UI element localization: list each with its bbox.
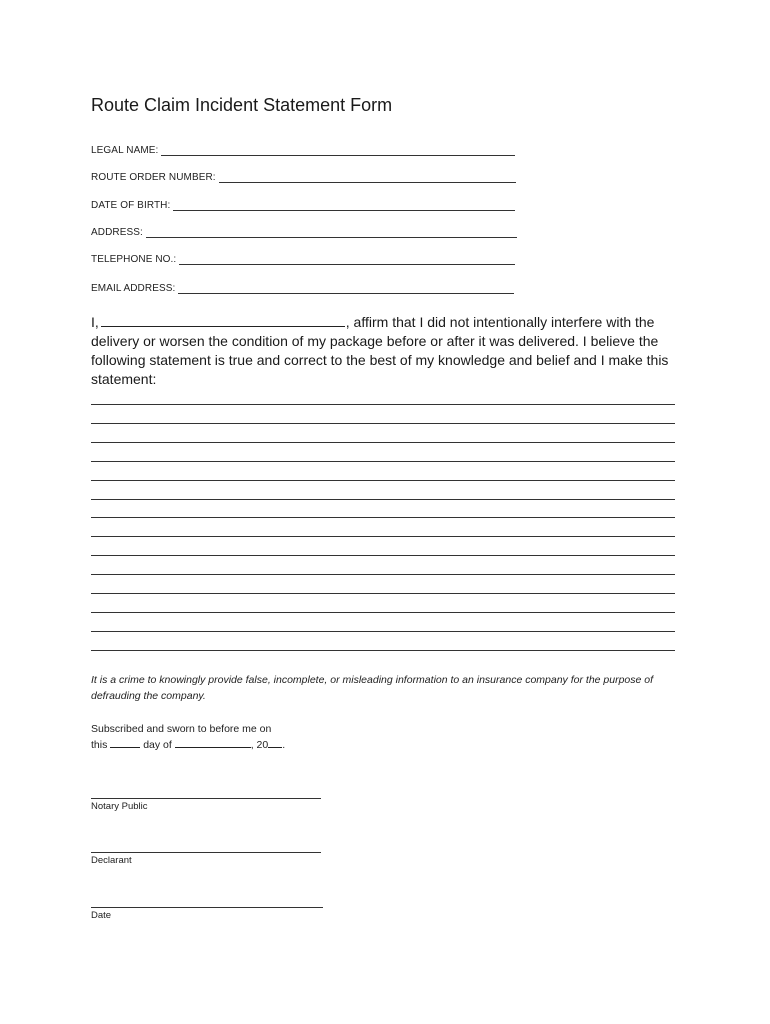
- statement-line[interactable]: [91, 517, 675, 518]
- statement-line[interactable]: [91, 461, 675, 462]
- address-field[interactable]: [91, 227, 517, 238]
- statement-line[interactable]: [91, 574, 675, 575]
- route-order-number-field[interactable]: [91, 172, 516, 183]
- sworn-statement: [91, 721, 285, 753]
- email-address-field[interactable]: [91, 283, 514, 294]
- declarant-label: Declarant: [91, 855, 132, 866]
- email-address-label: EMAIL ADDRESS:: [91, 283, 176, 294]
- affirmation-name-blank[interactable]: [101, 313, 345, 327]
- statement-line[interactable]: [91, 555, 675, 556]
- affirmation-prefix: I,: [91, 314, 99, 330]
- statement-line[interactable]: [91, 593, 675, 594]
- affirmation-text: , affirm that I did not intentionally interfere with the delivery or worsen the condition of my package before or after it was delivered. I believe the following statement is true and correct to the best of my knowledge and belief and I make this statement:: [91, 314, 669, 387]
- legal-name-label: LEGAL NAME:: [91, 145, 159, 156]
- sworn-line-2: [91, 737, 285, 753]
- legal-name-input-line[interactable]: [161, 145, 515, 156]
- telephone-label: TELEPHONE NO.:: [91, 254, 177, 265]
- statement-line[interactable]: [91, 480, 675, 481]
- notary-public-label: Notary Public: [91, 801, 148, 812]
- statement-line[interactable]: [91, 631, 675, 632]
- email-address-input-line[interactable]: [178, 283, 514, 294]
- route-order-number-input-line[interactable]: [219, 172, 516, 183]
- sworn-year-prefix: , 20: [250, 739, 269, 751]
- statement-line[interactable]: [91, 536, 675, 537]
- statement-line[interactable]: [91, 650, 675, 651]
- sworn-line-1: Subscribed and sworn to before me on: [91, 723, 272, 735]
- sworn-this-word: this: [91, 739, 108, 751]
- form-title: Route Claim Incident Statement Form: [91, 95, 393, 115]
- date-label: Date: [91, 910, 112, 921]
- statement-line[interactable]: [91, 423, 675, 424]
- statement-line[interactable]: [91, 612, 675, 613]
- address-input-line[interactable]: [146, 227, 517, 238]
- legal-name-field[interactable]: [91, 145, 515, 156]
- statement-line[interactable]: [91, 499, 675, 500]
- affirmation-paragraph: [91, 313, 681, 389]
- sworn-year-blank[interactable]: [268, 737, 282, 748]
- date-of-birth-input-line[interactable]: [173, 200, 515, 211]
- telephone-field[interactable]: [91, 254, 515, 265]
- address-label: ADDRESS:: [91, 227, 143, 238]
- telephone-input-line[interactable]: [179, 254, 515, 265]
- fraud-disclaimer: It is a crime to knowingly provide false, incomplete, or misleading information to an insurance company for the purpose of defrauding the company.: [91, 674, 654, 702]
- sworn-month-blank[interactable]: [175, 737, 251, 748]
- notary-signature-line[interactable]: [91, 798, 321, 799]
- statement-line[interactable]: [91, 404, 675, 405]
- date-signature-line[interactable]: [91, 907, 323, 908]
- declarant-signature-line[interactable]: [91, 852, 321, 853]
- statement-line[interactable]: [91, 442, 675, 443]
- sworn-day-blank[interactable]: [110, 737, 140, 748]
- sworn-year-suffix: .: [282, 739, 286, 751]
- date-of-birth-label: DATE OF BIRTH:: [91, 200, 171, 211]
- date-of-birth-field[interactable]: [91, 200, 515, 211]
- sworn-day-of-word: day of: [143, 739, 172, 751]
- route-order-number-label: ROUTE ORDER NUMBER:: [91, 172, 216, 183]
